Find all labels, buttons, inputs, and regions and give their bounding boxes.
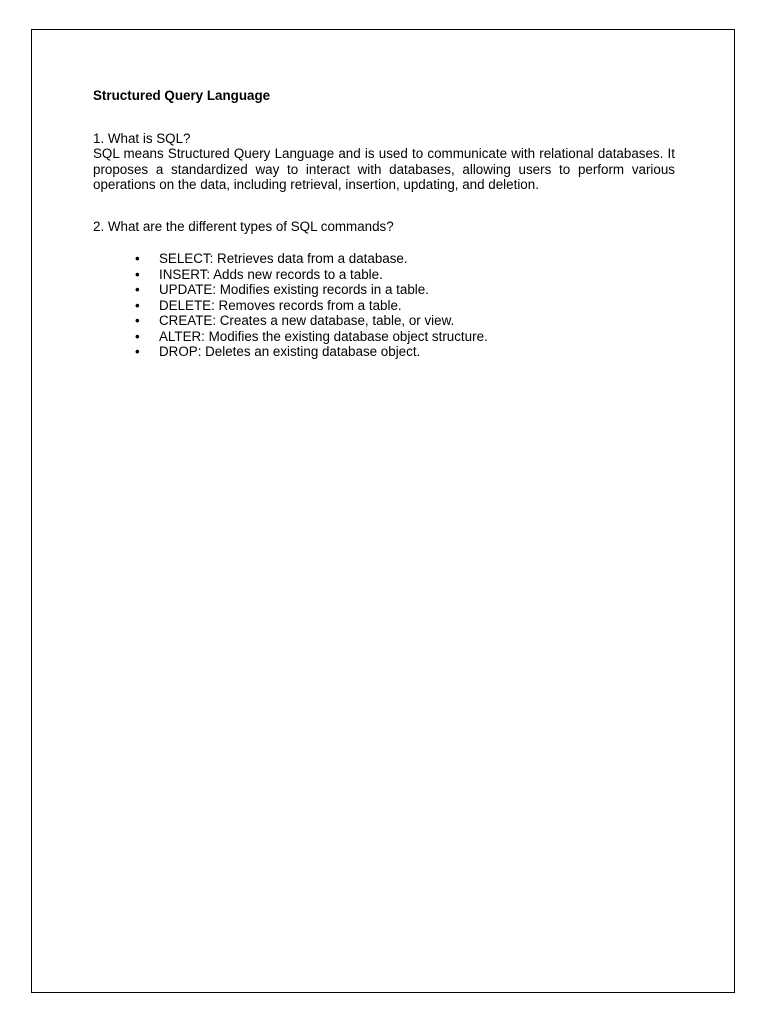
bullet-icon: • bbox=[135, 343, 140, 359]
list-item-text: ALTER: Modifies the existing database object structure. bbox=[159, 328, 488, 344]
list-item-delete bbox=[93, 298, 675, 313]
document-page bbox=[31, 29, 735, 993]
document-title: Structured Query Language bbox=[93, 88, 271, 103]
bullet-icon: • bbox=[135, 328, 140, 344]
document-content bbox=[93, 87, 675, 359]
list-item-text: SELECT: Retrieves data from a database. bbox=[159, 251, 408, 267]
list-item-update bbox=[93, 282, 675, 297]
list-item-create bbox=[93, 313, 675, 328]
list-item-text: CREATE: Creates a new database, table, or view. bbox=[159, 313, 455, 329]
question-2: 2. What are the different types of SQL commands? bbox=[93, 219, 394, 235]
bullet-icon: • bbox=[135, 282, 140, 298]
bullet-icon: • bbox=[135, 313, 140, 329]
sql-command-list bbox=[93, 251, 675, 359]
list-item-alter bbox=[93, 329, 675, 344]
question-1: 1. What is SQL? bbox=[93, 131, 191, 146]
bullet-icon: • bbox=[135, 251, 140, 267]
bullet-icon: • bbox=[135, 297, 140, 313]
list-item-text: INSERT: Adds new records to a table. bbox=[159, 266, 383, 282]
list-item-select bbox=[93, 251, 675, 266]
bullet-icon: • bbox=[135, 266, 140, 282]
answer-1: SQL means Structured Query Language and is used to communicate with relational databases. It proposes a standardized way to interact with databases, allowing users to perform various operations on the data, including retrieval, insertion, updating, and deletion. bbox=[93, 146, 675, 192]
list-item-text: DELETE: Removes records from a table. bbox=[159, 297, 402, 313]
list-item-insert bbox=[93, 267, 675, 282]
list-item-text: UPDATE: Modifies existing records in a table. bbox=[159, 282, 429, 298]
list-item-text: DROP: Deletes an existing database object. bbox=[159, 343, 421, 359]
list-item-drop bbox=[93, 344, 675, 359]
